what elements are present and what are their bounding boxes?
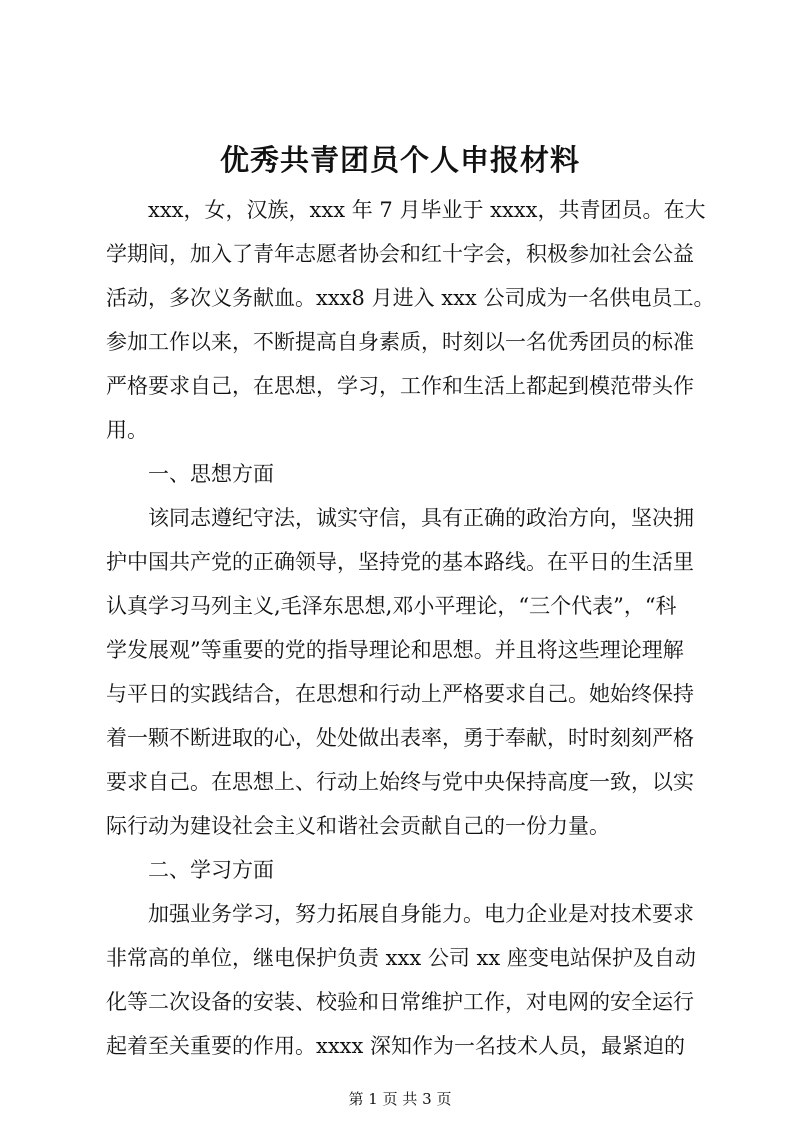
text-line: 要求自己。在思想上、行动上始终与党中央保持高度一致，以实: [106, 770, 694, 794]
text-line: 着一颗不断进取的心，处处做出表率，勇于奉献，时时刻刻严格: [106, 726, 694, 750]
text-line: 非常高的单位，继电保护负责 xxx 公司 xx 座变电站保护及自动: [106, 946, 696, 970]
page-footer: 第 1 页 共 3 页: [348, 1090, 452, 1108]
text-line: 用。: [106, 418, 148, 442]
text-line: 化等二次设备的安装、校验和日常维护工作，对电网的安全运行: [106, 990, 694, 1014]
text-line: 学期间，加入了青年志愿者协会和红十字会，积极参加社会公益: [106, 242, 694, 266]
text-line: xxx，女，汉族，xxx 年 7 月毕业于 xxxx，共青团员。在大: [148, 198, 706, 222]
section-heading: 二、学习方面: [148, 858, 274, 882]
text-line: 参加工作以来，不断提高自身素质，时刻以一名优秀团员的标准: [106, 330, 694, 354]
document-title: 优秀共青团员个人申报材料: [219, 143, 580, 177]
text-line: 加强业务学习，努力拓展自身能力。电力企业是对技术要求: [148, 902, 694, 926]
text-line: 际行动为建设社会主义和谐社会贡献自己的一份力量。: [106, 814, 610, 838]
text-line: 认真学习马列主义,毛泽东思想,邓小平理论，“三个代表”，“科: [106, 594, 677, 618]
text-line: 活动，多次义务献血。xxx8 月进入 xxx 公司成为一名供电员工。: [106, 286, 715, 310]
text-line: 护中国共产党的正确领导，坚持党的基本路线。在平日的生活里: [106, 550, 694, 574]
text-line: 起着至关重要的作用。xxxx 深知作为一名技术人员，最紧迫的: [106, 1034, 686, 1058]
text-line: 学发展观”等重要的党的指导理论和思想。并且将这些理论理解: [106, 638, 684, 662]
text-line: 该同志遵纪守法，诚实守信，具有正确的政治方向，坚决拥: [148, 506, 694, 530]
text-line: 严格要求自己，在思想，学习，工作和生活上都起到模范带头作: [106, 374, 694, 398]
text-line: 与平日的实践结合，在思想和行动上严格要求自己。她始终保持: [106, 682, 694, 706]
section-heading: 一、思想方面: [148, 462, 274, 486]
